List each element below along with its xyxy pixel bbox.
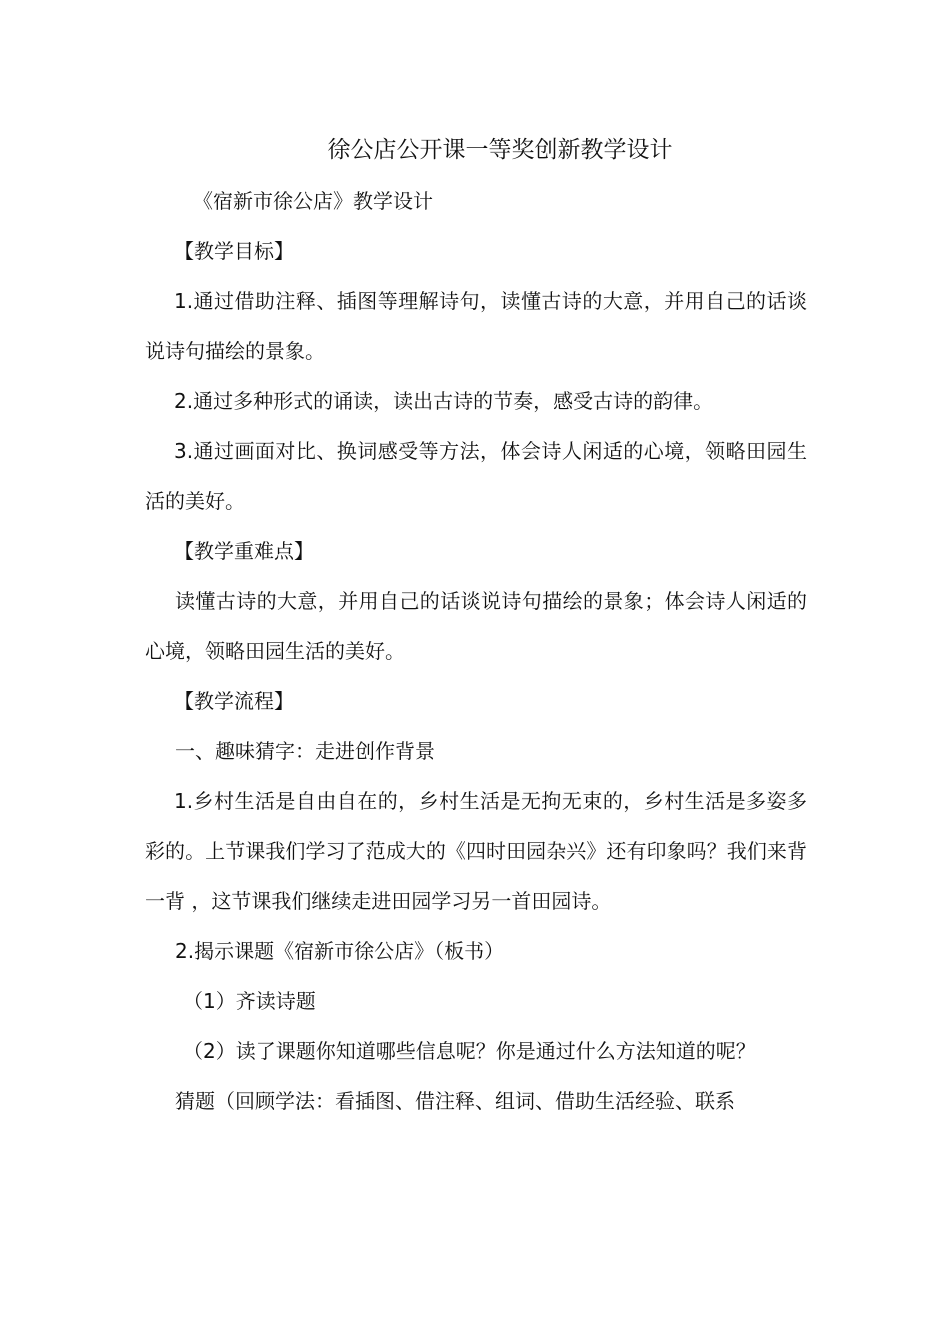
goal-2: 2.通过多种形式的诵读，读出古诗的节奏，感受古诗的韵律。 [174, 389, 714, 413]
key-text: 读懂古诗的大意，并用自己的话谈说诗句描绘的景象；体会诗人闲适的心境，领略田园生活的美好。 [145, 589, 807, 663]
step-1-item-2: 2.揭示课题《宿新市徐公店》（板书） [175, 939, 505, 963]
document-page [145, 130, 807, 1126]
document-subtitle: 《宿新市徐公店》教学设计 [193, 189, 433, 213]
sub-item-1: （1）齐读诗题 [183, 989, 316, 1013]
step-1-heading: 一、趣味猜字：走进创作背景 [175, 739, 435, 763]
goal-1: 1.通过借助注释、插图等理解诗句，读懂古诗的大意，并用自己的话谈说诗句描绘的景象。 [145, 289, 807, 363]
guess-paragraph: 猜题（回顾学法：看插图、借注释、组词、借助生活经验、联系 [175, 1089, 735, 1113]
sub-item-2: （2）读了课题你知道哪些信息呢？你是通过什么方法知道的呢？ [183, 1039, 756, 1063]
goal-3: 3.通过画面对比、换词感受等方法，体会诗人闲适的心境，领略田园生活的美好。 [145, 439, 807, 513]
step-1-item-1: 1.乡村生活是自由自在的，乡村生活是无拘无束的，乡村生活是多姿多彩的。上节课我们学习了范成大的《四时田园杂兴》还有印象吗？我们来背一背 ，这节课我们继续走进田园学习另一首田园诗。 [145, 789, 807, 913]
goals-heading: 【教学目标】 [174, 239, 294, 263]
document-title: 徐公店公开课一等奖创新教学设计 [327, 137, 673, 163]
process-heading: 【教学流程】 [174, 689, 294, 713]
key-heading: 【教学重难点】 [174, 539, 314, 563]
